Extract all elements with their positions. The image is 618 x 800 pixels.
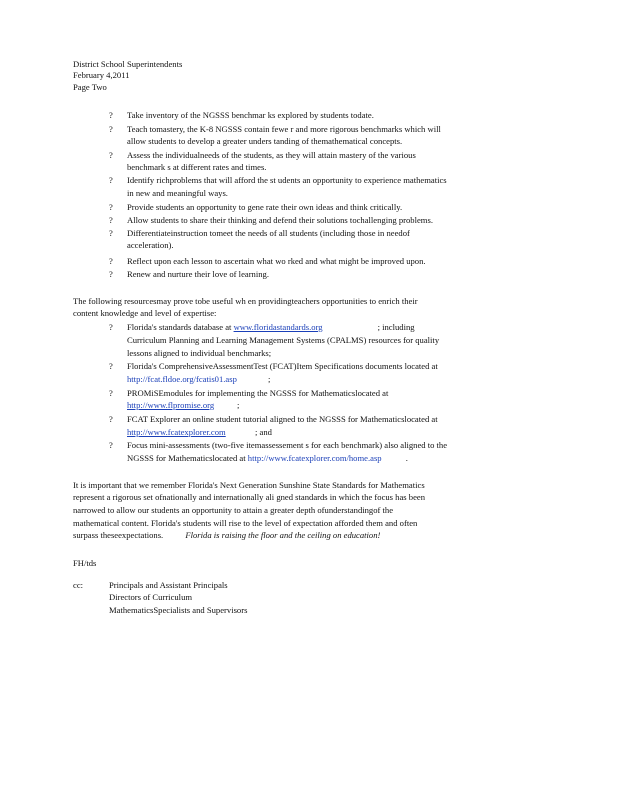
resource-3-line-2 [127,400,239,411]
resource-4-line-2 [127,427,272,438]
bullet-marker: ? [109,269,113,279]
closing-text: surpass theseexpectations. [73,530,164,540]
bullet-marker: ? [109,256,113,266]
closing-line-2: represent a rigorous set ofnationally and internationally ali gned standards in which the focus has been [73,492,425,502]
bullet-marker: ? [109,175,113,185]
cc-line-1: Principals and Assistant Principals [109,580,228,590]
bullet-6: Allow students to share their thinking and defend their solutions tochallenging problems. [127,215,433,225]
header-page: Page Two [73,82,107,92]
bullet-marker: ? [109,361,113,371]
bullet-5: Provide students an opportunity to gene rate their own ideas and think critically. [127,202,403,212]
flpromise-link[interactable]: http://www.flpromise.org [127,400,215,410]
bullet-marker: ? [109,150,113,160]
bullet-marker: ? [109,215,113,225]
bullet-4-line-2: in new and meaningful ways. [127,188,228,198]
bullet-7-line-1: Differentiateinstruction tomeet the needs of all students (including those in needof [127,228,410,238]
cc-line-3: MathematicsSpecialists and Supervisors [109,605,248,615]
resources-intro-line-1: The following resourcesmay prove tobe useful wh en providingteachers opportunities to enrich their [73,296,418,306]
bullet-marker: ? [109,440,113,450]
fcatexplorer-home-link[interactable]: http://www.fcatexplorer.com/home.asp [247,453,382,463]
bullet-marker: ? [109,228,113,238]
resource-4-line-1: FCAT Explorer an online student tutorial aligned to the NGSSS for Mathematicslocated at [127,414,438,424]
floridastandards-link[interactable]: www.floridastandards.org [233,322,323,332]
resources-intro-line-2: content knowledge and level of expertise: [73,308,217,318]
resource-3-suffix: ; [237,400,240,410]
bullet-3-line-1: Assess the individualneeds of the students, as they will attain mastery of the various [127,150,416,160]
resource-5-line-1: Focus mini-assessments (two-five itemassessement s for each benchmark) also aligned to the [127,440,448,450]
header-recipient: District School Superintendents [73,59,183,69]
cc-label: cc: [73,580,84,590]
closing-line-4: mathematical content. Florida's students will rise to the level of expectation afforded them and often [73,518,418,528]
resource-1-line-2: Curriculum Planning and Learning Management Systems (CPALMS) resources for quality [127,335,440,345]
typist-initials: FH/tds [73,558,97,568]
fcat-specs-link[interactable]: http://fcat.fldoe.org/fcatis01.asp [127,374,237,384]
resource-2-suffix: ; [268,374,271,384]
bullet-marker: ? [109,322,113,332]
bullet-2-line-1: Teach tomastery, the K-8 NGSSS contain fewe r and more rigorous benchmarks which will [127,124,441,134]
bullet-8: Reflect upon each lesson to ascertain what wo rked and what might be improved upon. [127,256,426,266]
resource-1-text: Florida's standards database at [127,322,232,332]
resource-4-suffix: ; and [255,427,272,437]
bullet-4-line-1: Identify richproblems that will afford the st udents an opportunity to experience mathematics [127,175,447,185]
bullet-2-line-2: allow students to develop a greater unders tanding of themathematical concepts. [127,136,403,146]
resource-5-suffix: . [405,453,408,463]
resource-2-line-2 [127,374,270,385]
bullet-marker: ? [109,110,113,120]
closing-slogan: Florida is raising the floor and the ceiling on education! [185,530,381,540]
cc-line-2: Directors of Curriculum [109,592,193,602]
bullet-marker: ? [109,202,113,212]
bullet-1: Take inventory of the NGSSS benchmar ks explored by students todate. [127,110,374,120]
resource-2-line-1: Florida's ComprehensiveAssessmentTest (FCAT)Item Specifications documents located at [127,361,438,371]
resource-3-line-1: PROMiSEmodules for implementing the NGSSS for Mathematicslocated at [127,388,389,398]
resource-5-text: NGSSS for Mathematicslocated at [127,453,246,463]
closing-line-3: narrowed to allow our students an opportunity to attain a greater depth ofunderstandingof the [73,505,394,515]
resource-1-line-1 [127,322,415,333]
closing-line-1: It is important that we remember Florida's Next Generation Sunshine State Standards for Mathematics [73,480,425,490]
fcatexplorer-link[interactable]: http://www.fcatexplorer.com [127,427,226,437]
bullet-7-line-2: acceleration). [127,240,174,250]
bullet-9: Renew and nurture their love of learning. [127,269,269,279]
bullet-marker: ? [109,388,113,398]
closing-line-5 [73,530,380,541]
resource-1-line-3: lessons aligned to individual benchmarks; [127,348,272,358]
resource-5-line-2 [127,453,408,464]
resource-1-suffix: ; including [377,322,415,332]
bullet-3-line-2: benchmark s at different rates and times. [127,162,267,172]
header-date: February 4,2011 [73,70,130,80]
bullet-marker: ? [109,414,113,424]
bullet-marker: ? [109,124,113,134]
